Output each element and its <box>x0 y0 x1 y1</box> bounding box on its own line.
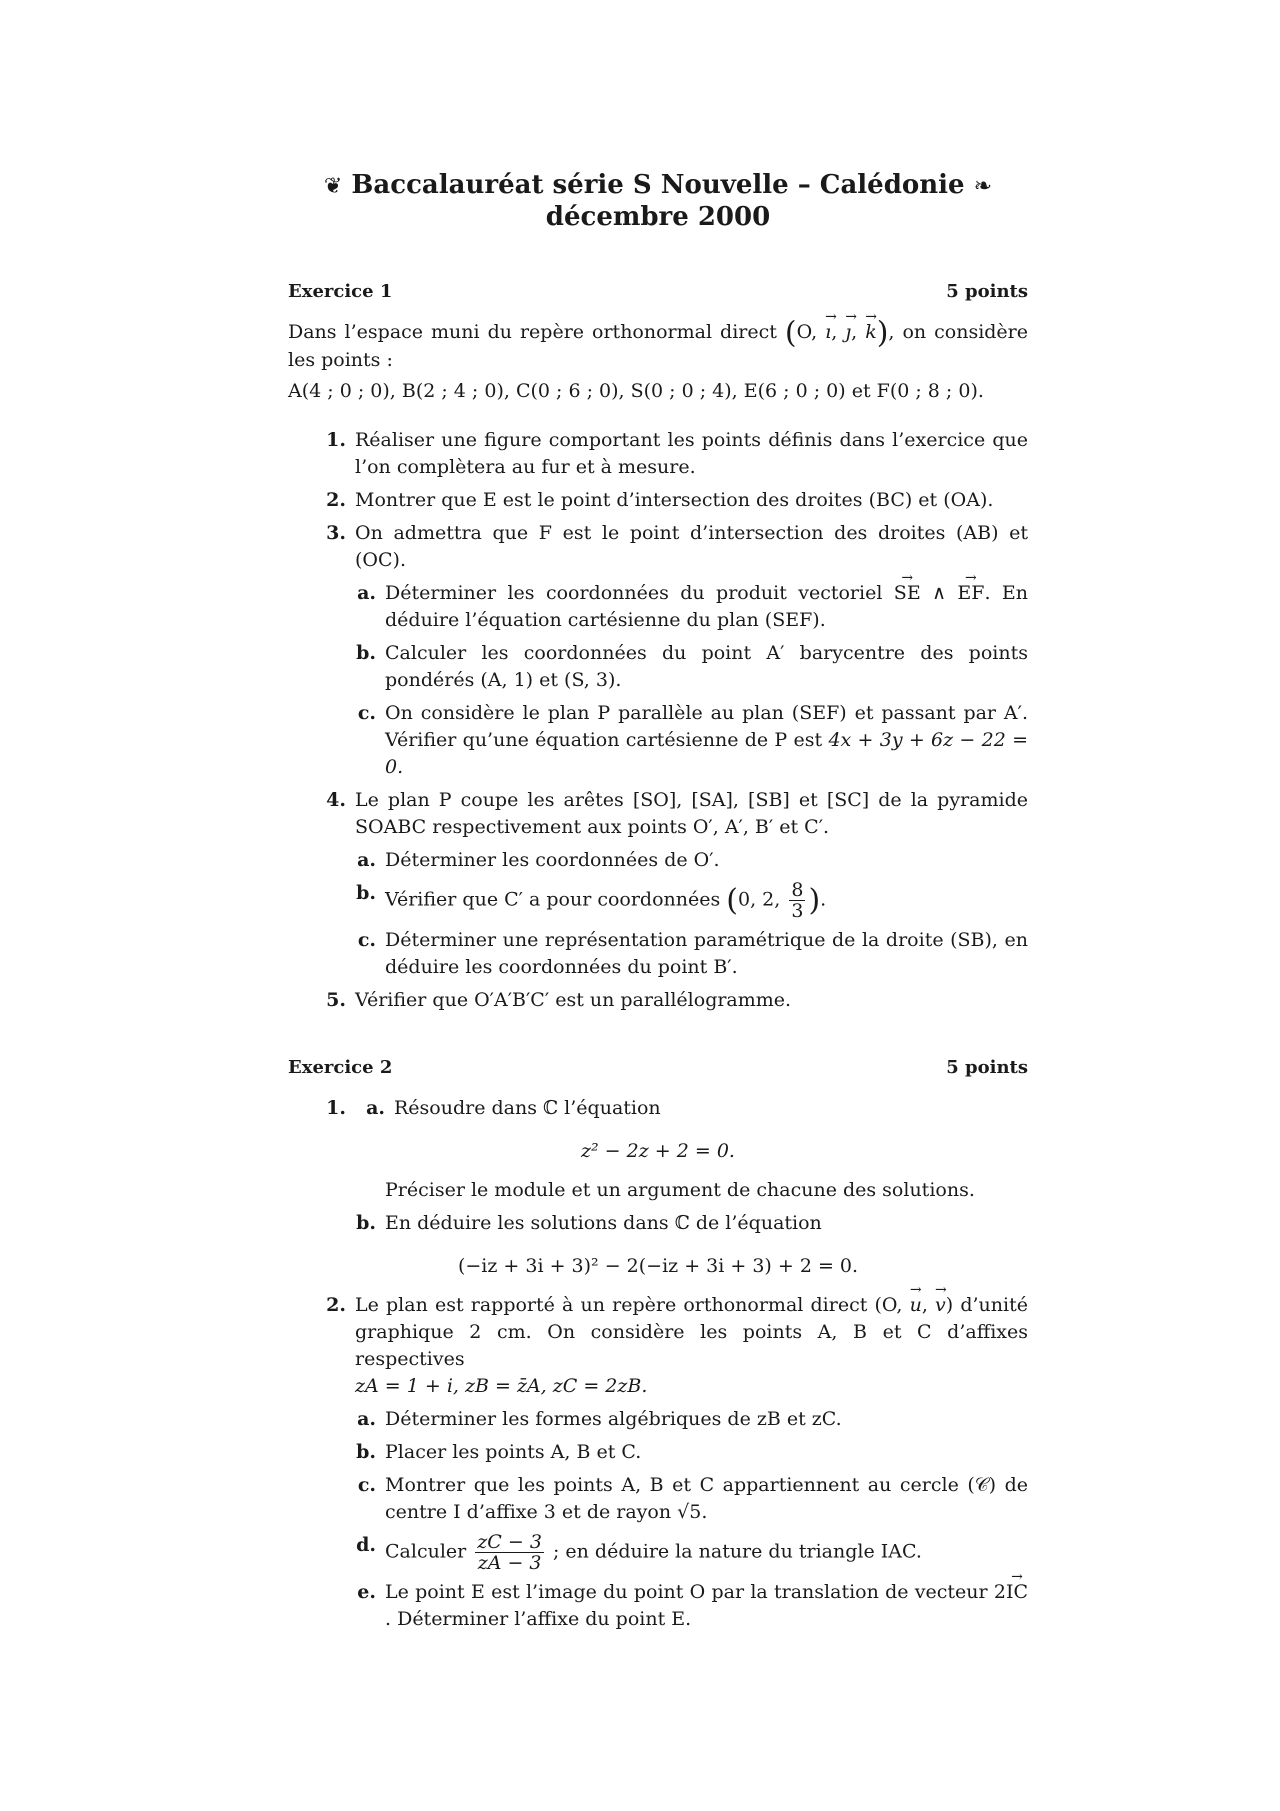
ex2-question-2a-text: Déterminer les formes algébriques de zB et zC. <box>385 1407 842 1430</box>
question-4b-text: Vérifier que C′ a pour coordonnées <box>385 888 721 910</box>
plane-equation: 4x + 3y + 6z − 22 = 0. <box>385 728 1028 778</box>
question-3b-text: Calculer les coordonnées du point A′ barycentre des points pondérés (A, 1) et (S, 3). <box>385 641 1028 691</box>
ex2-question-1a-text: Résoudre dans ℂ l’équation <box>394 1096 661 1119</box>
fraction-quotient <box>475 1532 544 1573</box>
exercise-1-title: Exercice 1 <box>288 281 393 302</box>
question-2-text: Montrer que E est le point d’intersection des droites (BC) et (OA). <box>355 488 994 511</box>
intro-text-after: , on considère les points : <box>288 321 1029 371</box>
exercise-1-intro <box>288 315 1029 374</box>
ex2-question-2c-text: Montrer que les points A, B et C appartiennent au cercle (𝒞) de centre I d’affixe 3 et de rayon √5. <box>385 1473 1028 1523</box>
title-date: décembre 2000 <box>545 202 771 232</box>
document-page <box>288 170 1028 1633</box>
ornament-right-icon: ❧ <box>973 174 993 199</box>
question-1-text: Réaliser une figure comportant les points définis dans l’exercice que l’on complètera au fur et à mesure. <box>355 428 1028 478</box>
ex2-question-2b-text: Placer les points A, B et C. <box>385 1440 642 1463</box>
title-line-1 <box>288 170 1028 202</box>
question-2: 2. Montrer que E est le point d’intersection des droites (BC) et (OA). <box>288 487 1028 514</box>
question-3c-text: On considère le plan P parallèle au plan (SEF) et passant par A′. Vérifier qu’une équation cartésienne de P est <box>385 701 1028 751</box>
coords-text: 0, 2, <box>738 888 781 910</box>
ex2-question-2b: b. Placer les points A, B et C. <box>346 1439 1028 1466</box>
title-text: Baccalauréat série S Nouvelle – Calédonie <box>351 170 965 200</box>
document-title <box>288 170 1028 232</box>
question-3-text: On admettra que F est le point d’intersection des droites (AB) et (OC). <box>355 521 1028 571</box>
fraction-eight-thirds <box>789 880 805 921</box>
ex2-question-2e: e. Le point E est l’image du point O par la translation de vecteur 2→ IC. Déterminer l’affixe du point E. <box>346 1579 1028 1633</box>
question-3a-text: Déterminer les coordonnées du produit vectoriel <box>385 581 883 604</box>
ex2-question-1a-note <box>346 1177 1028 1204</box>
quotient-numerator: zC − 3 <box>477 1530 542 1553</box>
exercise-2-title: Exercice 2 <box>288 1056 393 1078</box>
fraction-numerator: 8 <box>791 878 804 901</box>
paren-open: ( <box>726 882 739 918</box>
question-1: 1. Réaliser une figure comportant les points définis dans l’exercice que l’on complètera au fur et à mesure. <box>288 427 1028 481</box>
question-4c-text: Déterminer une représentation paramétrique de la droite (SB), en déduire les coordonnées du point B′. <box>385 928 1028 978</box>
ex2-question-1a-note-text: Préciser le module et un argument de chacune des solutions. <box>385 1178 975 1201</box>
ex2-question-2: 2. Le plan est rapporté à un repère orthonormal direct (O, → u, → v) d’unité graphique 2 cm. On considère les points A, B et C d’affixes respectives zA = 1 + i, zB = z̄A, zC = 2zB. <box>288 1292 1028 1400</box>
question-4a-text: Déterminer les coordonnées de O′. <box>385 848 720 871</box>
ornament-left-icon: ❦ <box>323 174 343 199</box>
frame-label: O, → ı, → ȷ, → k <box>797 321 877 343</box>
question-3a: a. Déterminer les coordonnées du produit vectoriel → SE ∧ → EF. En déduire l’équation cartésienne du plan (SEF). <box>346 580 1028 634</box>
exercise-1-points: 5 points <box>946 281 1028 302</box>
question-3: 3. On admettra que F est le point d’intersection des droites (AB) et (OC). <box>288 520 1028 574</box>
frame-label-2: (O, → u, → v) <box>875 1294 954 1316</box>
vector-ef: → EF <box>957 580 984 607</box>
exercise-2-points: 5 points <box>946 1056 1028 1078</box>
ex2-question-2-text: Le plan est rapporté à un repère orthonormal direct <box>355 1293 868 1316</box>
vector-se: → SE <box>894 580 921 607</box>
question-4b: b. Vérifier que C′ a pour coordonnées (0, 2, $\frac{8}{3}$ ). <box>356 878 827 922</box>
exercise-1-header <box>288 278 1028 305</box>
question-5: 5. Vérifier que O′A′B′C′ est un parallélogramme. <box>288 987 1028 1014</box>
ex2-question-1b-text: En déduire les solutions dans ℂ de l’équation <box>385 1211 822 1234</box>
ex2-question-2e-text: Le point E est l’image du point O par la translation de vecteur 2 <box>385 1580 1006 1603</box>
quotient-denominator: zA − 3 <box>477 1551 542 1574</box>
vector-ic: → IC <box>1006 1579 1028 1606</box>
ex2-question-1a: 1. a. Résoudre dans ℂ l’équation <box>288 1095 1028 1122</box>
ex2-question-1b: b. En déduire les solutions dans ℂ de l’équation <box>346 1210 1028 1237</box>
ex2-question-2d-text-after: ; en déduire la nature du triangle IAC. <box>552 1540 922 1562</box>
affixes-definition: zA = 1 + i, zB = z̄A, zC = 2zB. <box>355 1374 648 1397</box>
question-3c: c. On considère le plan P parallèle au plan (SEF) et passant par A′. Vérifier qu’une équation cartésienne de P est 4x + 3y + 6z − 22 = 0. <box>357 701 1028 778</box>
paren-open: ( <box>784 315 797 351</box>
question-4c: c. Déterminer une représentation paramétrique de la droite (SB), en déduire les coordonnées du point B′. <box>346 927 1028 981</box>
fraction-denominator: 3 <box>791 899 804 922</box>
exercise-2-header <box>288 1054 1028 1081</box>
question-4-text: Le plan P coupe les arêtes [SO], [SA], [SB] et [SC] de la pyramide SOABC respectivement aux points O′, A′, B′ et C′. <box>355 788 1028 838</box>
ex2-question-2d-text: Calculer <box>385 1540 467 1562</box>
paren-close: ) <box>876 315 889 351</box>
question-3b: b. Calculer les coordonnées du point A′ barycentre des points pondérés (A, 1) et (S, 3). <box>346 640 1028 694</box>
intro-text: Dans l’espace muni du repère orthonormal direct <box>288 321 777 343</box>
question-5-text: Vérifier que O′A′B′C′ est un parallélogramme. <box>355 988 792 1011</box>
question-3a-text-after: . En déduire l’équation cartésienne du plan (SEF). <box>385 581 1028 631</box>
question-4a: a. Déterminer les coordonnées de O′. <box>346 847 1028 874</box>
paren-close: ) <box>808 882 821 918</box>
ex2-question-2a: a. Déterminer les formes algébriques de zB et zC. <box>346 1406 1028 1433</box>
ex2-question-2d: d. Calculer $\frac{zC - 3}{zA - 3}$ ; en déduire la nature du triangle IAC. <box>356 1530 922 1574</box>
ex2-question-2c: c. Montrer que les points A, B et C appartiennent au cercle (𝒞) de centre I d’affixe 3 et de rayon √5. <box>346 1472 1028 1526</box>
equation-2: (−iz + 3i + 3)² − 2(−iz + 3i + 3) + 2 = 0. <box>457 1254 859 1277</box>
ex2-question-2e-text-after: . Déterminer l’affixe du point E. <box>385 1607 692 1630</box>
question-4: 4. Le plan P coupe les arêtes [SO], [SA], [SB] et [SC] de la pyramide SOABC respectivement aux points O′, A′, B′ et C′. <box>288 787 1028 841</box>
equation-1: z² − 2z + 2 = 0. <box>581 1139 735 1162</box>
ex2-question-2-text-after: d’unité graphique 2 cm. On considère les points A, B et C d’affixes respectives <box>355 1293 1028 1370</box>
points-list: A(4 ; 0 ; 0), B(2 ; 4 ; 0), C(0 ; 6 ; 0), S(0 ; 0 ; 4), E(6 ; 0 ; 0) et F(0 ; 8 ; 0). <box>288 379 984 402</box>
wedge-operator: ∧ <box>932 581 946 604</box>
